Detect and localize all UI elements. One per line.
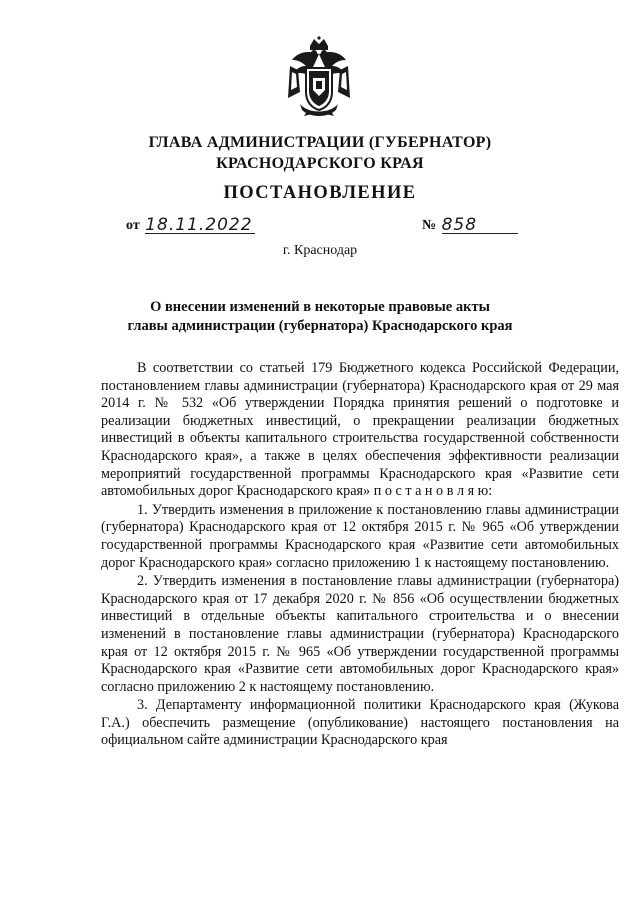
date-field (126, 215, 255, 234)
date-prefix: от (126, 218, 140, 233)
title-line-1: О внесении изменений в некоторые правовые акты (150, 299, 490, 315)
document-type-heading: ПОСТАНОВЛЕНИЕ (223, 183, 417, 203)
issuer-line-1: ГЛАВА АДМИНИСТРАЦИИ (ГУБЕРНАТОР) (148, 134, 492, 151)
body-paragraph: 2. Утвердить изменения в постановление главы администрации (губернатора) Краснодарского края от 17 декабря 2020 г. № 856 «Об осуществлении бюджетных инвестиций в отдельные объекты капитального строительства и о внесении изменений в постановление главы администрации (губернатора) Краснодарского края от 12 октября 2015 г. № 965 «Об утверждении государственной программы Краснодарского края «Развитие сети автомобильных дорог Краснодарского края» согласно приложению 2 к настоящему постановлению. (101, 573, 619, 695)
issuer-line-2: КРАСНОДАРСКОГО КРАЯ (216, 155, 424, 172)
number-field (422, 215, 518, 234)
body-paragraph: 3. Департаменту информационной политики Краснодарского края (Жукова Г.А.) обеспечить размещение (опубликование) настоящего постановления на официальном сайте администрации Краснодарского края (101, 697, 619, 749)
city: г. Краснодар (282, 243, 358, 258)
document-body (101, 360, 619, 750)
krasnodar-coat-of-arms-icon (286, 36, 352, 118)
body-paragraph: В соответствии со статьей 179 Бюджетного кодекса Российской Федерации, постановлением главы администрации (губернатора) Краснодарского края от 29 мая 2014 г. № 532 «Об утверждении Порядка принятия решений о подготовке и реализации бюджетных инвестиций, о прекращении реализации бюджетных инвестиций в объекты капитального строительства государственной собственности Краснодарского края», а также в целях обеспечения эффективности реализации мероприятий государственной программы Краснодарского края «Развитие сети автомобильных дорог Краснодарского края» п о с т а н о в л я ю: (101, 360, 619, 500)
title-line-2: главы администрации (губернатора) Краснодарского края (127, 318, 513, 334)
date-value: 18.11.2022 (145, 215, 253, 235)
number-prefix: № (422, 218, 437, 233)
number-value: 858 (441, 215, 478, 235)
body-paragraph: 1. Утвердить изменения в приложение к постановлению главы администрации (губернатора) Краснодарского края от 12 октября 2015 г. № 965 «Об утверждении государственной программы Краснодарского края «Развитие сети автомобильных дорог Краснодарского края» согласно приложению 1 к настоящему постановлению. (101, 501, 619, 571)
